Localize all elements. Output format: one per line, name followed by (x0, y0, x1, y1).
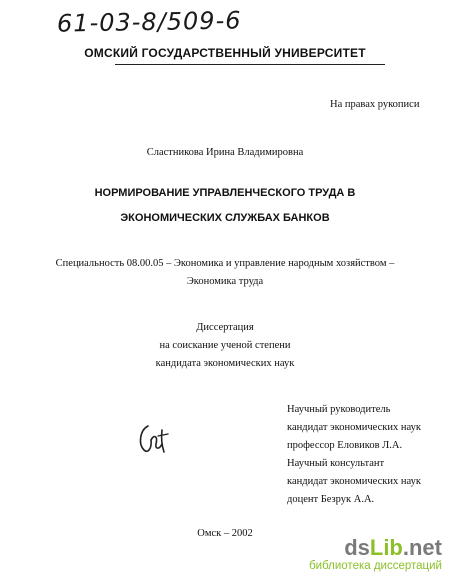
logo-part-net: .net (402, 535, 442, 560)
dslib-watermark (309, 537, 442, 573)
specialty-line-1: Специальность 08.00.05 – Экономика и управление народным хозяйством – (55, 258, 395, 269)
specialty-line-2: Экономика труда (186, 276, 264, 287)
dslib-logo (309, 537, 442, 559)
handwritten-signature (134, 422, 174, 456)
scientific-consultant-label: Научный консультант (287, 458, 385, 469)
degree-line-1: на соискание ученой степени (159, 340, 291, 351)
organization-underline (115, 64, 385, 65)
thesis-title-line-1: НОРМИРОВАНИЕ УПРАВЛЕНЧЕСКОГО ТРУДА В (94, 187, 356, 199)
author-name: Сластникова Ирина Владимировна (146, 147, 304, 158)
supervisor-degree: кандидат экономических наук (287, 422, 421, 433)
degree-line-2: кандидата экономических наук (155, 358, 295, 369)
handwritten-catalog-code: 61-03-8/509-6 (56, 6, 242, 38)
consultant-name: доцент Безрук А.А. (287, 494, 375, 505)
consultant-degree: кандидат экономических наук (287, 476, 421, 487)
city-and-year: Омск – 2002 (197, 528, 253, 539)
thesis-title-line-2: ЭКОНОМИЧЕСКИХ СЛУЖБАХ БАНКОВ (120, 212, 330, 224)
organization-name: ОМСКИЙ ГОСУДАРСТВЕННЫЙ УНИВЕРСИТЕТ (84, 46, 366, 60)
watermark-subtitle: библиотека диссертаций (309, 560, 442, 572)
dissertation-label: Диссертация (196, 322, 254, 333)
scientific-supervisor-label: Научный руководитель (287, 404, 391, 415)
manuscript-rights-note: На правах рукописи (330, 99, 420, 110)
supervisor-name: профессор Еловиков Л.А. (287, 440, 403, 451)
logo-part-lib: Lib (369, 535, 403, 560)
logo-part-ds: ds (344, 535, 370, 560)
